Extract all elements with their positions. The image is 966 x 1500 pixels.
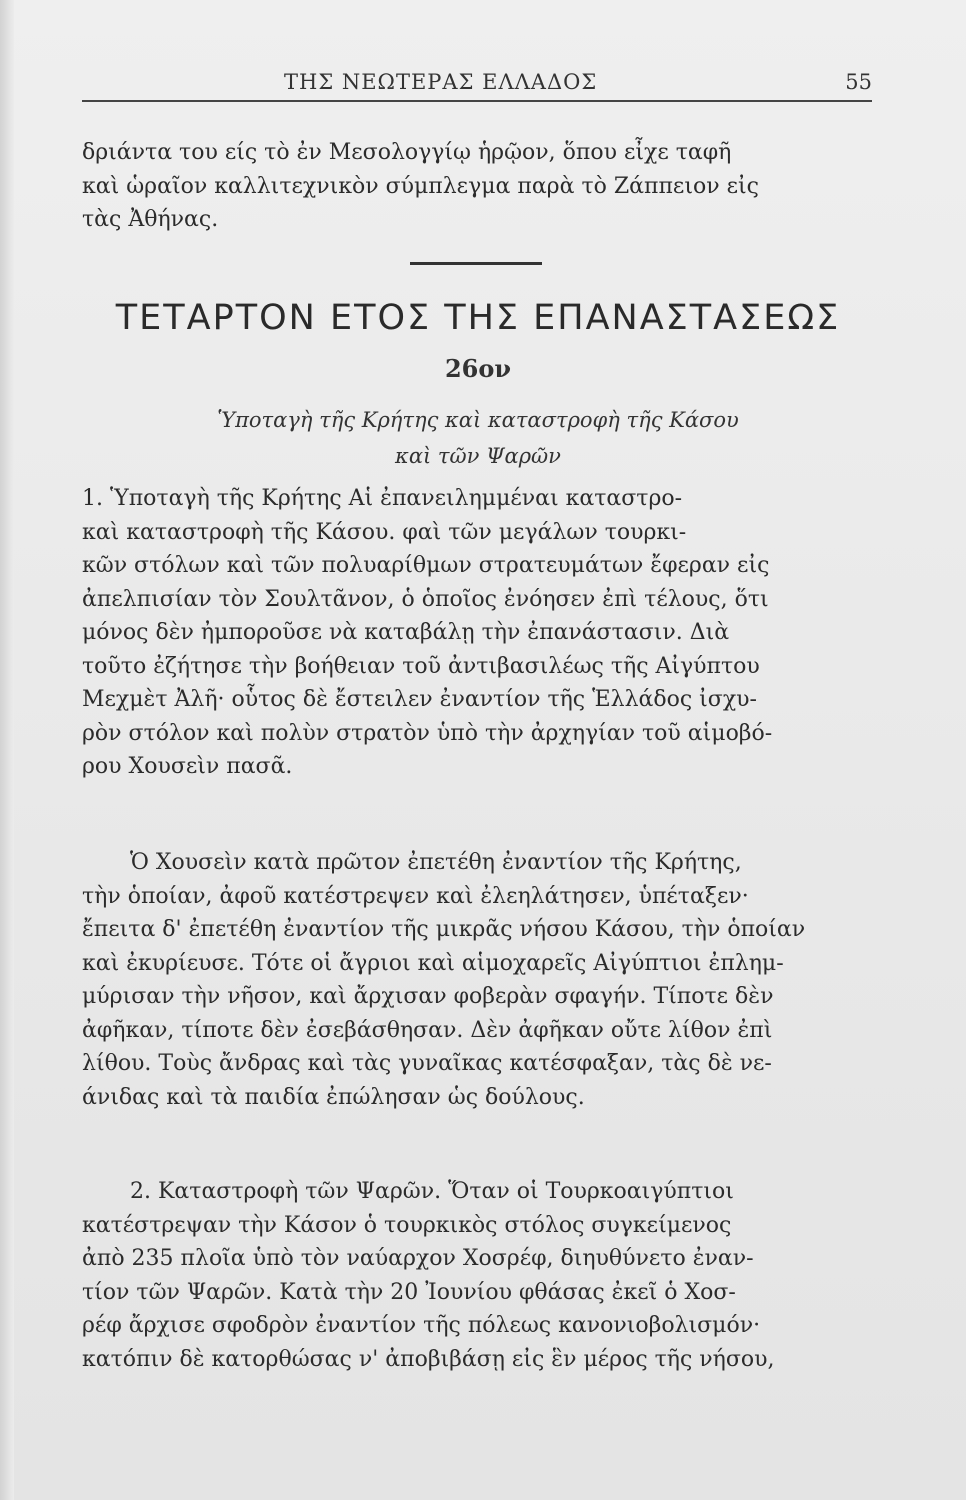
- text-line: κῶν στόλων καὶ τῶν πολυαρίθμων στρατευμάτων ἔφεραν εἰς: [82, 553, 770, 578]
- text-line: τὴν ὁποίαν, ἀφοῦ κατέστρεψεν καὶ ἐλεηλάτησεν, ὑπέταξεν·: [82, 883, 749, 909]
- text-line: ρὸν στόλον καὶ πολὺν στρατὸν ὑπὸ τὴν ἀρχηγίαν τοῦ αἱμοβό-: [82, 720, 773, 746]
- text-line: 1. Ὑποταγὴ τῆς Κρήτης Αἱ ἐπανειλημμέναι καταστρο-: [82, 486, 683, 511]
- chapter-number: 26ον: [444, 354, 512, 383]
- chapter-title: ΤΕΤΑΡΤΟΝ ΕΤΟΣ ΤΗΣ ΕΠΑΝΑΣΤΑΣΕΩΣ: [115, 298, 841, 338]
- page-header: [82, 70, 872, 102]
- text-line: ἀπὸ 235 πλοῖα ὑπὸ τὸν ναύαρχον Χοσρέφ, διηυθύνετο ἐναν-: [82, 1246, 754, 1271]
- subtitle-line: Ὑποταγὴ τῆς Κρήτης καὶ καταστροφὴ τῆς Κάσου: [217, 408, 739, 432]
- text-line: 2. Καταστροφὴ τῶν Ψαρῶν. Ὅταν οἱ Τουρκοαιγύπτιοι: [130, 1179, 734, 1204]
- text-line: κατόπιν δὲ κατορθώσας ν' ἀποβιβάσῃ εἰς ἓν μέρος τῆς νήσου,: [82, 1346, 775, 1372]
- chapter-subtitle: [82, 402, 874, 474]
- text-line: ρου Χουσεὶν πασᾶ.: [82, 754, 293, 779]
- text-line: ἔπειτα δ' ἐπετέθη ἐναντίον τῆς μικρᾶς νήσου Κάσου, τὴν ὁποίαν: [82, 917, 806, 942]
- running-title: ΤΗΣ ΝΕΩΤΕΡΑΣ ΕΛΛΑΔΟΣ: [284, 70, 598, 94]
- page-number: 55: [845, 70, 872, 94]
- paragraph-2: [82, 846, 874, 1114]
- binding-shadow: [0, 0, 14, 1500]
- text-line: Μεχμὲτ Ἀλῆ· οὗτος δὲ ἔστειλεν ἐναντίον τῆς Ἑλλάδος ἰσχυ-: [82, 687, 757, 712]
- section-1-paragraph: [82, 482, 874, 784]
- text-line: καὶ καταστροφὴ τῆς Κάσου. φαὶ τῶν μεγάλων τουρκι-: [82, 519, 687, 545]
- text-line: τίον τῶν Ψαρῶν. Κατὰ τὴν 20 Ἰουνίου φθάσας ἐκεῖ ὁ Χοσ-: [82, 1279, 736, 1305]
- text-line: κατέστρεψαν τὴν Κάσον ὁ τουρκικὸς στόλος συγκείμενος: [82, 1212, 732, 1238]
- text-line: άνιδας καὶ τὰ παιδία ἐπώλησαν ὡς δούλους.: [82, 1084, 585, 1110]
- text-line: Ὁ Χουσεὶν κατὰ πρῶτον ἐπετέθη ἐναντίον τῆς Κρήτης,: [130, 850, 742, 875]
- text-line: τοῦτο ἐζήτησε τὴν βοήθειαν τοῦ ἀντιβασιλέως τῆς Αἰγύπτου: [82, 653, 760, 679]
- text-line: καὶ ὡραῖον καλλιτεχνικὸν σύμπλεγμα παρὰ τὸ Ζάππειον εἰς: [82, 173, 759, 199]
- subtitle-line: καὶ τῶν Ψαρῶν: [395, 444, 561, 468]
- text-line: ρέφ ἄρχισε σφοδρὸν ἐναντίον τῆς πόλεως κανονιοβολισμόν·: [82, 1313, 761, 1338]
- text-line: λίθου. Τοὺς ἄνδρας καὶ τὰς γυναῖκας κατέσφαξαν, τὰς δὲ νε-: [82, 1051, 772, 1076]
- text-line: ἀπελπισίαν τὸν Σουλτᾶνον, ὁ ὁποῖος ἐνόησεν ἐπὶ τέλους, ὅτι: [82, 586, 769, 612]
- text-line: μόνος δὲν ἠμποροῦσε νὰ καταβάλῃ τὴν ἐπανάστασιν. Διὰ: [82, 620, 730, 645]
- section-2-paragraph: [82, 1175, 874, 1376]
- text-line: ἀφῆκαν, τίποτε δὲν ἐσεβάσθησαν. Δὲν ἀφῆκαν οὔτε λίθον ἐπὶ: [82, 1017, 773, 1043]
- text-line: μύρισαν τὴν νῆσον, καὶ ἄρχισαν φοβερὰν σφαγήν. Τίποτε δὲν: [82, 984, 774, 1009]
- text-line: τὰς Ἀθήνας.: [82, 207, 219, 232]
- section-separator: [410, 262, 542, 265]
- header-rule: [82, 100, 872, 102]
- text-line: δριάντα του είς τὸ ἐν Μεσολογγίῳ ἡρῷον, ὅπου εἶχε ταφῆ: [82, 140, 732, 165]
- intro-paragraph: [82, 136, 874, 237]
- text-line: καὶ ἐκυρίευσε. Τότε οἱ ἄγριοι καὶ αἱμοχαρεῖς Αἰγύπτιοι ἐπλημ-: [82, 950, 784, 976]
